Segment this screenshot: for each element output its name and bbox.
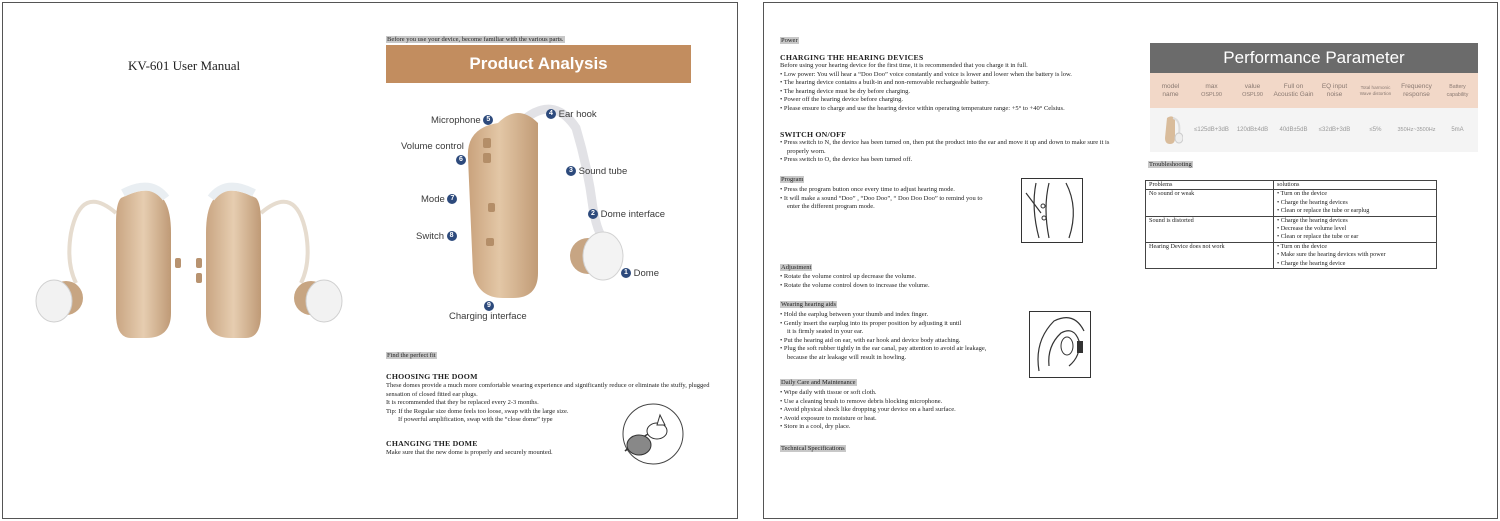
right-manual-page — [763, 2, 1498, 519]
problem-cell: Hearing Device does not work — [1146, 242, 1274, 268]
table-header-cell: solutions — [1274, 181, 1437, 190]
perf-value: 120dB±4dB — [1236, 127, 1269, 133]
care-section-title: Daily Care and Maintenance — [781, 379, 856, 386]
part-volume-control: Volume control — [401, 141, 464, 152]
troubleshooting-table — [1145, 180, 1437, 269]
part-microphone: Microphone 5 — [431, 115, 493, 126]
dome-replacement-illustration — [615, 403, 691, 465]
performance-header-row — [1150, 73, 1478, 108]
perf-value: 5mA — [1451, 127, 1464, 133]
perf-header-cell: Frequency response — [1401, 82, 1432, 98]
wearing-section-title: Wearing hearing aids — [781, 301, 837, 308]
table-row — [1146, 216, 1437, 242]
part-ear-hook: 4 Ear hook — [546, 109, 597, 120]
problem-cell: Sound is distorted — [1146, 216, 1274, 242]
switch-text: • Press switch to N, the device has been turned on, then put the product into the ear and move it up and down to make sure it is properly worn. • Press switch to O, the device has been turned off. — [780, 139, 1110, 164]
program-section-title: Program — [781, 176, 804, 183]
part-charging-interface-num: 9 — [484, 297, 494, 315]
adjustment-section-title: Adjustment — [781, 264, 812, 271]
power-section-title: Power — [781, 37, 798, 44]
tech-section-title: Technical Specifications — [781, 445, 845, 452]
perf-header-cell: value OSPL90 — [1242, 82, 1263, 98]
hearing-aids-photo — [21, 173, 361, 353]
choosing-heading: CHOOSING THE DOOM — [386, 372, 478, 381]
table-row — [1146, 242, 1437, 268]
charging-heading: CHARGING THE HEARING DEVICES — [780, 53, 924, 62]
perf-value: ≤125dB+3dB — [1194, 127, 1229, 133]
perf-model-image — [1150, 108, 1191, 152]
perf-header-cell: Full on Acoustic Gain — [1273, 82, 1314, 98]
part-volume-control-num: 6 — [456, 151, 466, 169]
solutions-cell: • Turn on the device • Charge the hearing devices • Clean or replace the tube or earplug — [1274, 190, 1437, 216]
part-charging-interface: Charging interface — [449, 311, 527, 322]
perf-header-cell: model name — [1161, 82, 1180, 98]
perf-header-cell: EQ input noise — [1321, 82, 1348, 98]
problem-cell: No sound or weak — [1146, 190, 1274, 216]
part-switch: Switch 8 — [416, 231, 457, 242]
perf-header-cell: Battery capability — [1446, 83, 1469, 98]
perf-value: ≤5% — [1369, 127, 1382, 133]
adjustment-text: • Rotate the volume control up decrease the volume. • Rotate the volume control down to increase the volume. — [780, 273, 930, 289]
left-manual-page — [2, 2, 738, 519]
part-mode: Mode 7 — [421, 194, 457, 205]
perf-header-cell: max OSPL90 — [1201, 82, 1222, 98]
wearing-illustration — [1029, 311, 1091, 378]
program-text: • Press the program button once every time to adjust hearing mode. • It will make a sound “Doo” , “Doo Doo”, “ Doo Doo Doo” to remind you to enter the different program mode. — [780, 186, 983, 211]
intro-line: Before you use your device, become familiar with the various parts. — [387, 36, 564, 43]
choosing-text: These domes provide a much more comfortable wearing experience and significantly reduce or eliminate the stuffy, plugged sensation of closed fitted ear plugs. It is recommended that they be replaced every 2-3 months. Tip: If the Regular size dome feels too loose, swap with the large size. If powerful amplification, swap with the “close dome” type — [386, 382, 710, 424]
solutions-cell: • Charge the hearing devices • Decrease the volume level • Clean or replace the tube or ear — [1274, 216, 1437, 242]
cover-title: KV-601 User Manual — [128, 58, 241, 73]
table-row — [1146, 190, 1437, 216]
changing-text: Make sure that the new dome is properly and securely mounted. — [386, 449, 553, 456]
perf-value: 40dB±5dB — [1279, 127, 1308, 133]
wearing-text: • Hold the earplug between your thumb and index finger. • Gently insert the earplug into its proper position by adjusting it until it is firmly seated in your ear. • Put the hearing aid on ear, with ear hook and device body attaching. • Plug the soft rubber tightly in the ear canal, pay attention to avoid air leakage, because the air leakage will result in howling. — [780, 311, 987, 361]
charging-text: Before using your hearing device for the first time, it is recommended that you charge it in full. • Low power: You will hear a “Doo Doo” voice constantly and voice is lower and lower when the battery is low. • The hearing device contains a built-in and non-removable rechargeable battery. • The hearing device must be dry before charging. • Power off the hearing device before charging. • Please ensure to charge and use the hearing device within operating temperature range: +5° to +40° Celsius. — [780, 62, 1072, 112]
table-header-cell: Problems — [1146, 181, 1274, 190]
performance-parameter-banner: Performance Parameter — [1150, 43, 1478, 73]
part-sound-tube: 3 Sound tube — [566, 166, 627, 177]
table-header-row — [1146, 181, 1437, 190]
perf-value: ≤32dB+3dB — [1318, 127, 1351, 133]
fit-section-title: Find the perfect fit — [387, 352, 436, 359]
care-text: • Wipe daily with tissue or soft cloth. • Use a cleaning brush to remove debris blocking microphone. • Avoid physical shock like dropping your device on a hard surface. • Avoid exposure to moisture or heat. • Store in a cool, dry place. — [780, 389, 956, 431]
switch-heading: SWITCH ON/OFF — [780, 130, 847, 139]
perf-value: 350Hz~3500Hz — [1397, 127, 1436, 133]
perf-header-cell: Total harmonic Wave distortion — [1359, 84, 1392, 96]
program-button-illustration — [1021, 178, 1083, 243]
product-diagram — [458, 98, 673, 313]
product-analysis-banner: Product Analysis — [386, 45, 691, 83]
part-dome-interface: 2 Dome interface — [588, 209, 665, 220]
solutions-cell: • Turn on the device • Make sure the hearing devices with power • Charge the hearing device — [1274, 242, 1437, 268]
performance-value-row — [1150, 108, 1478, 152]
troubleshooting-section-title: Troubleshooting — [1149, 161, 1192, 168]
changing-heading: CHANGING THE DOME — [386, 439, 478, 448]
part-dome: 1 Dome — [621, 268, 659, 279]
hearing-aid-thumbnail-icon — [1159, 114, 1183, 146]
